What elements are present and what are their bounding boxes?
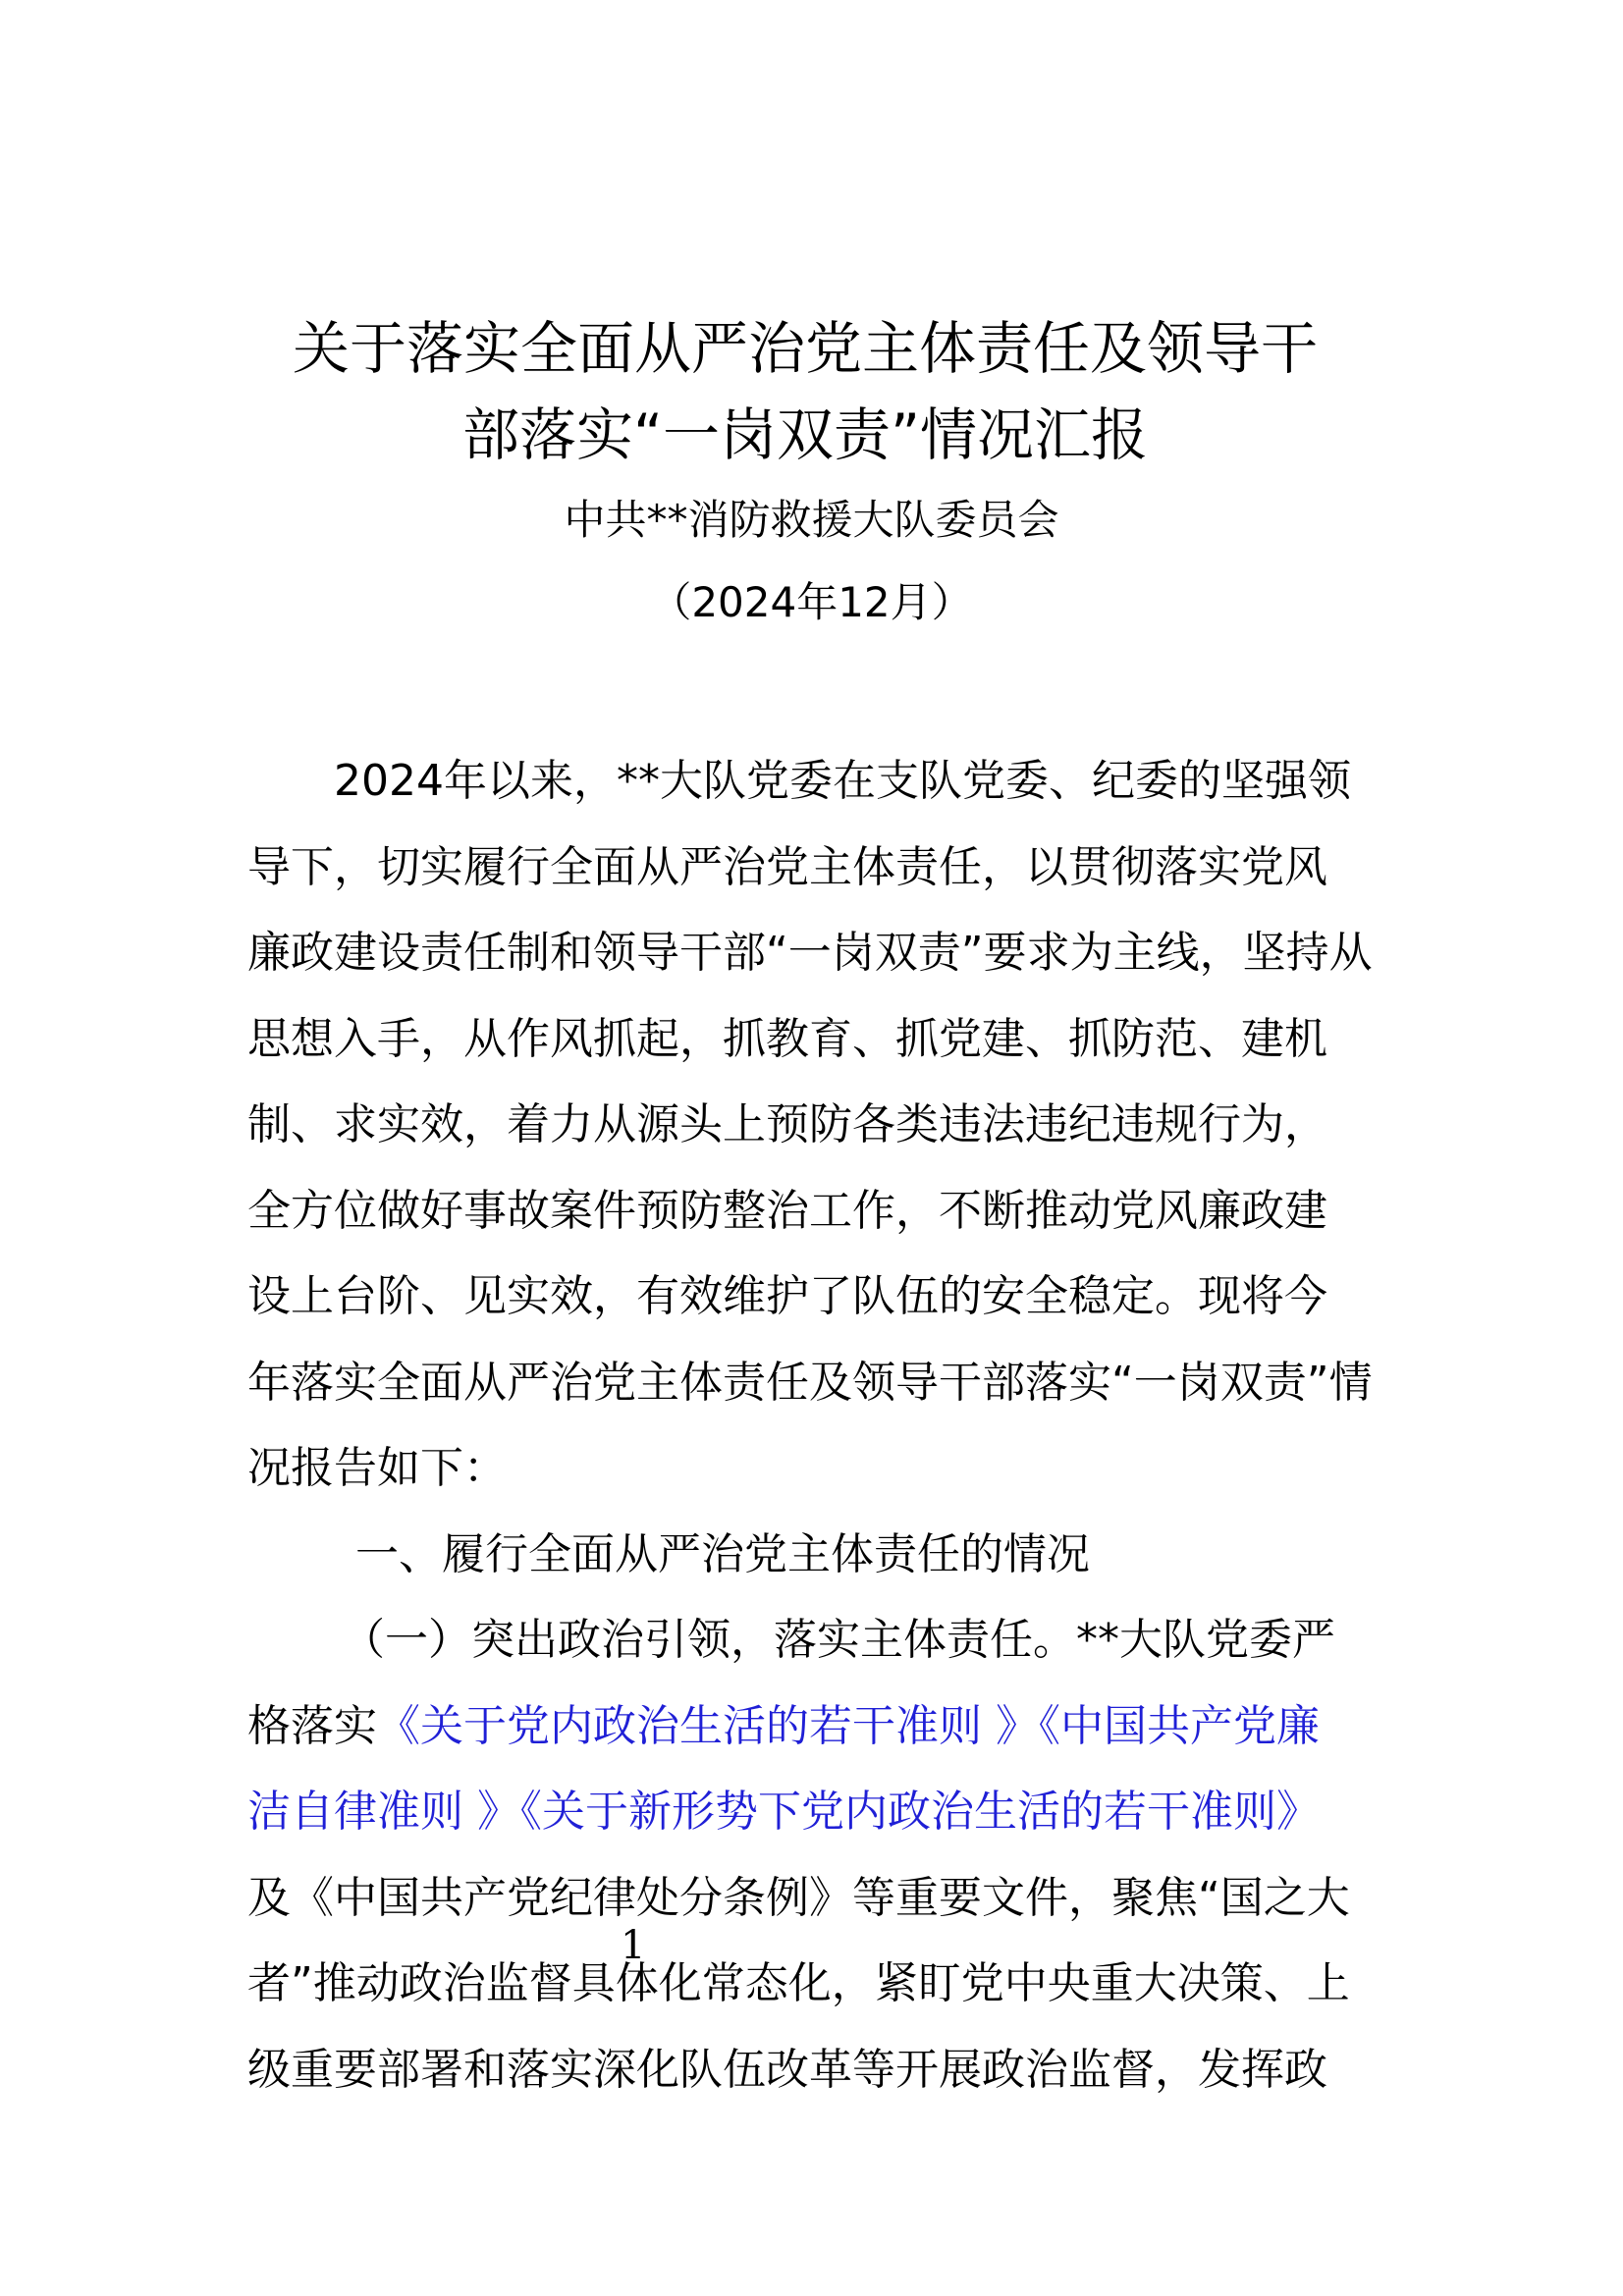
title-line: 关于落实全面从严治党主体责任及领导干 [292,315,1318,382]
paragraph-line: 制、求实效，着力从源头上预防各类违法违纪违规行为， [247,1099,1327,1149]
paragraph-line: 年落实全面从严治党主体责任及领导干部落实“一岗双责”情 [247,1357,1373,1408]
paragraph-line: 及《中国共产党纪律处分条例》等重要文件，聚焦“国之大 [247,1872,1350,1923]
issuer: 中共**消防救援大队委员会 [564,496,1059,544]
document-body [247,738,1381,2112]
paragraph-line [247,1683,1381,1770]
paragraph-line: 设上台阶、见实效，有效维护了队伍的安全稳定。现将今 [247,1271,1327,1321]
paragraph-line: 2024年以来，**大队党委在支队党委、纪委的坚强领 [334,756,1351,806]
report-date: （2024年12月） [650,578,973,626]
section-heading: 一、履行全面从严治党主体责任的情况 [355,1528,1090,1579]
paragraph-line: 况报告如下： [247,1443,507,1493]
paragraph-line: 级重要部署和落实深化队伍改革等开展政治监督，发挥政 [247,2044,1327,2095]
paragraph-line: 全方位做好事故案件预防整治工作，不断推动党风廉政建 [247,1185,1327,1236]
document-title [236,306,1375,478]
paragraph-text: 格落实 [247,1700,377,1751]
paragraph-line: （一）突出政治引领，落实主体责任。**大队党委严 [342,1615,1335,1665]
page-number: 1 [621,1923,646,1968]
paragraph-line: 导下，切实履行全面从严治党主体责任，以贯彻落实党风 [247,841,1327,892]
paragraph-line: 廉政建设责任制和领导干部“一岗双责”要求为主线，坚持从 [247,928,1373,978]
paragraph-line: 思想入手，从作风抓起，抓教育、抓党建、抓防范、建机 [247,1013,1327,1064]
document-reference-link[interactable]: 《关于党内政治生活的若干准则 》《中国共产党廉 [377,1700,1320,1751]
paragraph-line: 者”推动政治监督具体化常态化，紧盯党中央重大决策、上 [247,1958,1350,2008]
title-line: 部落实“一岗双责”情况汇报 [461,400,1149,468]
document-reference-link[interactable]: 洁自律准则 》《关于新形势下党内政治生活的若干准则》 [247,1787,1320,1837]
